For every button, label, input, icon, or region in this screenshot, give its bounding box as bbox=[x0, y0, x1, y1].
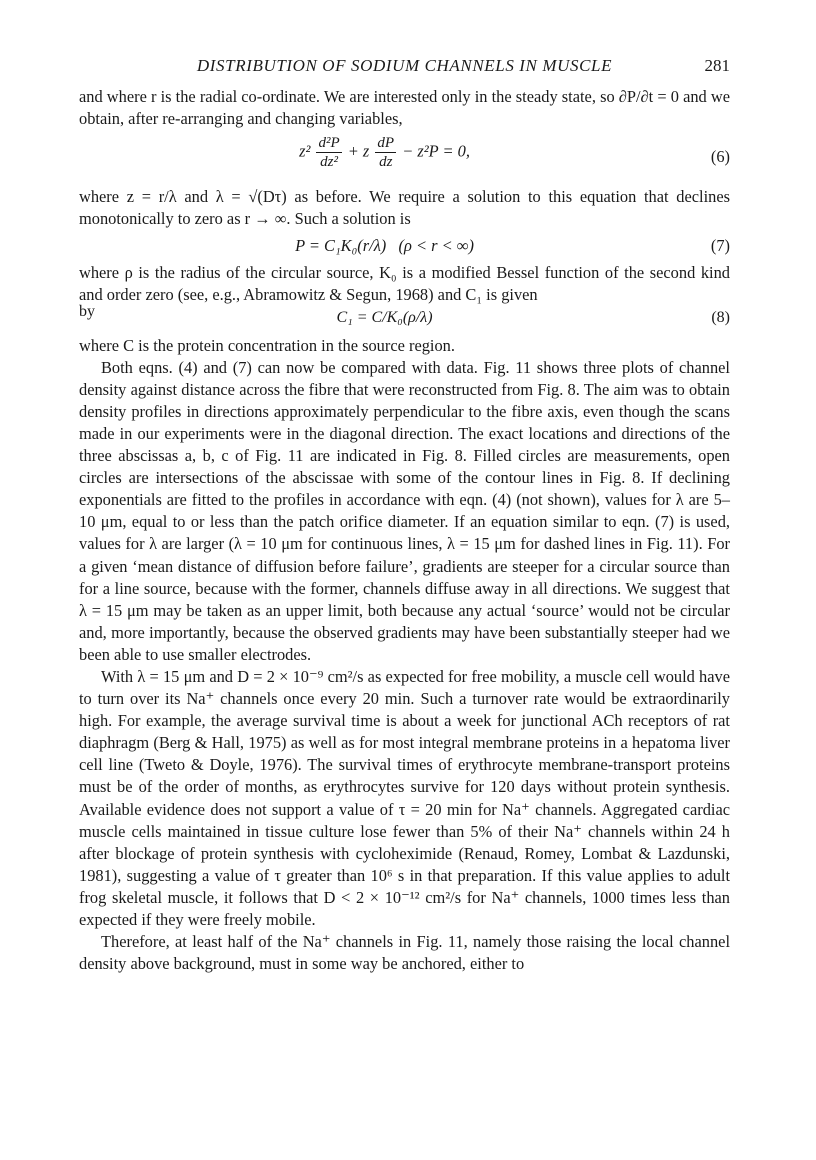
eq6-tail: − z²P = 0, bbox=[402, 141, 470, 161]
eq6-frac2-numerator: dP bbox=[377, 135, 395, 152]
eq6-frac1-numerator: d²P bbox=[318, 135, 340, 152]
page-header bbox=[79, 56, 730, 80]
paragraph-turnover: With λ = 15 μm and D = 2 × 10⁻⁹ cm²/s as expected for free mobility, a muscle cell would have to turn over its Na⁺ channels once every 20 min. Such a turnover rate would be extraordinarily high. For example, the average survival time is about a week for junctional ACh receptors of rat diaphragm (Berg & Hall, 1975) as well as for most integral membrane proteins in a hepatoma liver cell line (Tweto & Doyle, 1976). The survival times of erythrocyte membrane-transport proteins must be of the order of months, as erythrocytes survive for 120 days without protein synthesis. Available evidence does not support a value of τ = 20 min for Na⁺ channels. Aggregated cardiac muscle cells maintained in tissue culture lose fewer than 5% of their Na⁺ channels within 24 h after blockage of protein synthesis with cycloheximide (Renaud, Romey, Lombat & Lazdunski, 1981), suggesting a value of τ greater than 10⁶ s in that preparation. If this value applies to adult frog skeletal muscle, it follows that D < 2 × 10⁻¹² cm²/s for Na⁺ channels, 1000 times less than expected if they were freely mobile. bbox=[79, 666, 730, 929]
equation-8-body: C₁ = C/K₀(ρ/λ) bbox=[336, 308, 433, 326]
paragraph-by: by bbox=[79, 302, 95, 320]
eq6-fraction-2 bbox=[375, 134, 396, 171]
eq6-frac1-denominator: dz² bbox=[320, 154, 338, 171]
eq6-mid: + z bbox=[347, 141, 370, 161]
equation-8-number: (8) bbox=[711, 308, 730, 326]
page bbox=[79, 56, 730, 975]
equation-7-number: (7) bbox=[710, 236, 730, 256]
paragraph-where-c: where C is the protein concentration in the source region. bbox=[79, 335, 455, 355]
eq6-lead: z² bbox=[299, 141, 311, 161]
equation-8-row bbox=[79, 302, 730, 329]
equation-6-number: (6) bbox=[710, 147, 730, 167]
paragraph-intro: and where r is the radial co-ordinate. We are interested only in the steady state, so ∂P/∂t = 0 and we obtain, after re-arranging and changing variables, bbox=[79, 87, 730, 129]
paragraph-solution: where z = r/λ and λ = √(Dτ) as before. We require a solution to this equation that declines monotonically to zero as r → ∞. Such a solution is bbox=[79, 187, 730, 229]
running-title: DISTRIBUTION OF SODIUM CHANNELS IN MUSCLE bbox=[196, 56, 613, 75]
paragraph-therefore: Therefore, at least half of the Na⁺ channels in Fig. 11, namely those raising the local channel density above background, must in some way be anchored, either to bbox=[79, 932, 730, 974]
eq6-fraction-1 bbox=[316, 134, 341, 171]
page-number: 281 bbox=[704, 56, 730, 75]
equation-6-body bbox=[79, 134, 690, 171]
equation-7 bbox=[79, 235, 730, 257]
paragraph-both-eqns: Both eqns. (4) and (7) can now be compared with data. Fig. 11 shows three plots of channel density against distance across the fibre that were reconstructed from Fig. 8. The aim was to obtain density profiles in directions approximately perpendicular to the fibre axis, even though the scans made in our experiments were in the diagonal direction. The exact locations and directions of the three abscissas a, b, c of Fig. 11 are indicated in Fig. 8. Filled circles are measurements, open circles are intersections of the abscissae with some of the contour lines in Fig. 8. If declining exponentials are fitted to the profiles in accordance with eqn. (4) (not shown), values for λ are 5–10 μm, equal to or less than the patch orifice diameter. If an equation similar to eqn. (7) is used, values for λ are larger (λ = 10 μm for continuous lines, λ = 15 μm for dashed lines in Fig. 11). For a given ‘mean distance of diffusion before failure’, gradients are steeper for a circular source than for a line source, because with the former, channels diffuse away in all directions. We suggest that λ = 15 μm may be taken as an upper limit, both because any actual ‘source’ would not be circular and, more importantly, because the observed gradients may have been substantially steeper had we been able to use smaller electrodes. bbox=[79, 357, 730, 664]
eq6-frac2-denominator: dz bbox=[379, 154, 393, 171]
paragraph-rho: where ρ is the radius of the circular source, K₀ is a modified Bessel function of the second kind and order zero (see, e.g., Abramowitz & Segun, 1968) and C₁ is given bbox=[79, 263, 730, 305]
equation-7-body: P = C₁K₀(r/λ) (ρ < r < ∞) bbox=[295, 236, 474, 256]
equation-6 bbox=[79, 134, 730, 180]
